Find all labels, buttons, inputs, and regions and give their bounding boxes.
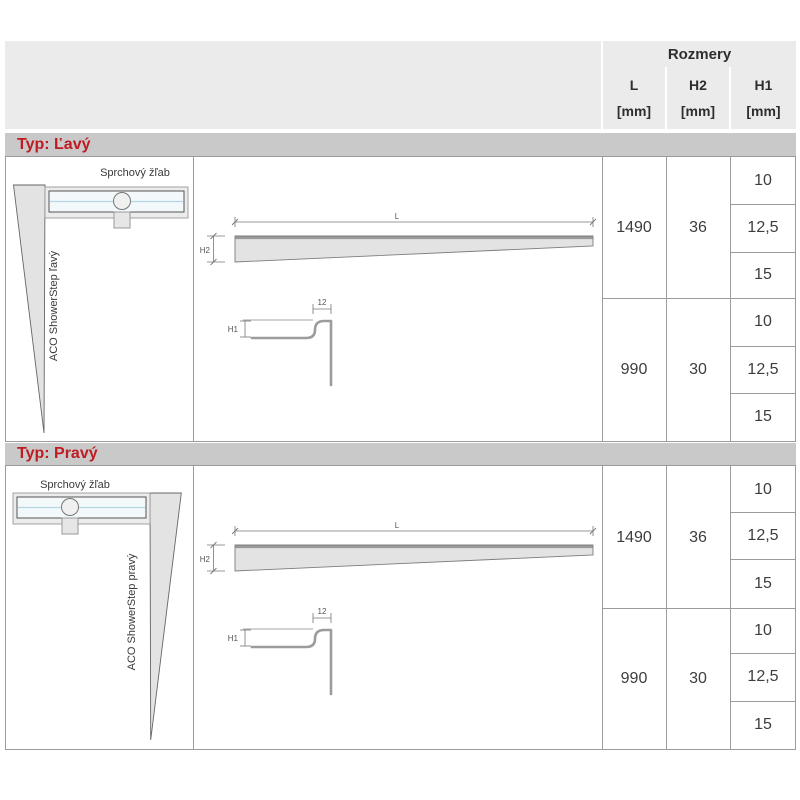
grid-line: [5, 441, 796, 442]
value-h1: 12,5: [747, 668, 779, 685]
showerstep-wedge-shape: [150, 493, 181, 740]
channel-label: Sprchový žľab: [100, 167, 170, 179]
dim-12-label: 12: [317, 607, 327, 616]
type-label: Typ: Ľavý: [17, 135, 91, 153]
col-header-h2: [667, 67, 729, 129]
dim-h1-label: H1: [227, 634, 238, 643]
dimensions-header: Rozmery: [667, 46, 732, 63]
value-h1: 10: [754, 480, 772, 498]
profile-diagram-right: [194, 467, 601, 749]
dim-h2-label: H2: [199, 246, 210, 255]
value-l: 990: [620, 360, 648, 378]
value-h1: 10: [754, 313, 772, 330]
value-h1: 10: [754, 621, 772, 639]
dim-h2-label: H2: [199, 555, 210, 564]
drain-outlet-circle: [62, 499, 79, 516]
value-h1: 12,5: [747, 360, 779, 378]
value-h2: 30: [689, 360, 707, 378]
value-h1: 10: [754, 172, 772, 189]
dim-h1-label: H1: [227, 325, 238, 334]
step-profile-shape: [252, 630, 331, 694]
plan-diagram-left: [6, 158, 192, 441]
dim-l-label: L: [394, 212, 400, 221]
col-unit: [mm]: [680, 103, 716, 119]
tapered-profile-shape: [235, 545, 593, 571]
value-h1: 15: [754, 716, 772, 733]
value-h2: 36: [689, 219, 707, 236]
plan-diagram-right: [6, 467, 192, 749]
col-unit: [mm]: [616, 103, 652, 119]
step-profile-shape: [252, 321, 331, 385]
product-label: ACO ShowerStep pravý: [126, 553, 138, 671]
value-l: 1490: [616, 219, 652, 236]
dim-12-label: 12: [317, 298, 327, 307]
drain-spigot: [62, 518, 78, 534]
col-label: H2: [689, 77, 707, 93]
product-label: ACO ShowerStep ľavý: [48, 250, 60, 362]
showerstep-wedge-shape: [14, 185, 46, 433]
value-h1: 12,5: [747, 219, 779, 236]
col-unit: [mm]: [746, 103, 781, 119]
value-h2: 30: [689, 669, 707, 687]
col-label: L: [629, 77, 639, 93]
value-h1: 12,5: [747, 526, 779, 544]
type-label: Typ: Pravý: [17, 445, 98, 462]
profile-diagram-left: [194, 158, 601, 441]
col-label: H1: [754, 77, 773, 93]
grid-line: [795, 157, 796, 441]
value-h1: 15: [754, 408, 772, 425]
tapered-profile-shape: [235, 236, 593, 262]
drain-spigot: [114, 212, 130, 228]
value-l: 990: [620, 669, 648, 687]
value-h1: 15: [754, 574, 772, 592]
dim-l-label: L: [394, 521, 400, 530]
grid-line: [5, 749, 796, 750]
value-h2: 36: [689, 528, 707, 546]
type-bar-left: [5, 133, 796, 157]
value-l: 1490: [616, 528, 652, 546]
drain-outlet-circle: [114, 193, 131, 210]
value-h1: 15: [754, 266, 772, 283]
col-header-h1: [731, 67, 796, 129]
channel-label: Sprchový žľab: [40, 479, 110, 491]
type-bar-right: [5, 443, 796, 466]
col-header-l: [603, 67, 665, 129]
